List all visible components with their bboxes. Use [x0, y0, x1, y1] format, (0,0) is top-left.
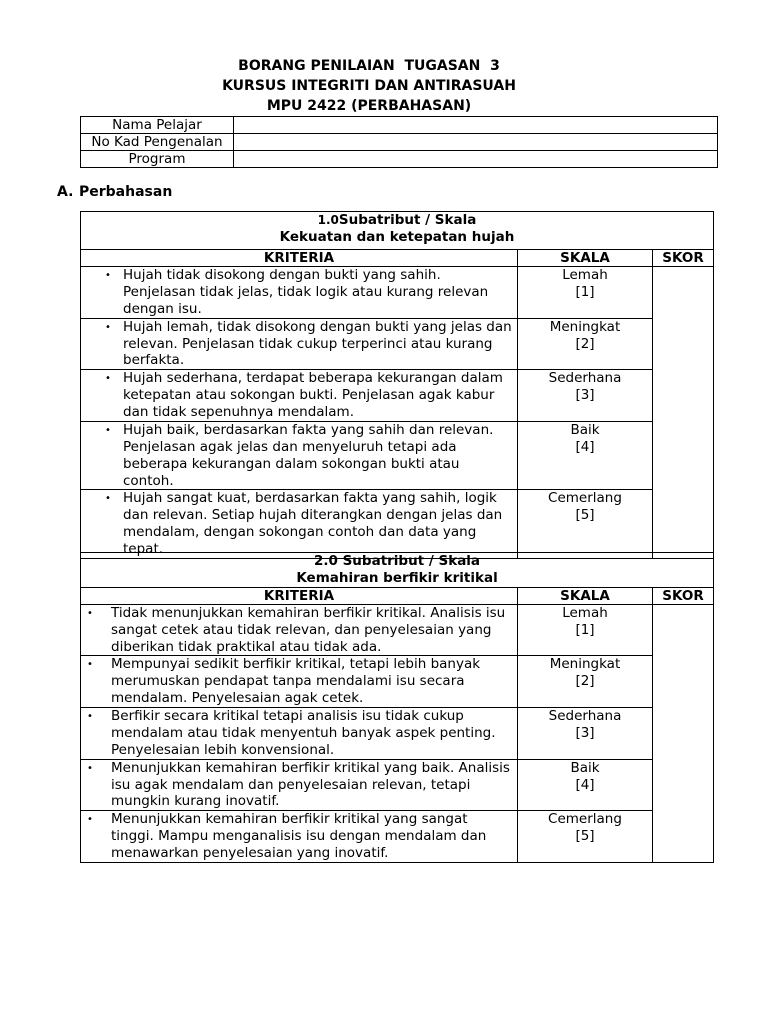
- rubric1-scale-1: [518, 267, 653, 319]
- rubric2-heading-text: 2.0 Subatribut / Skala: [313, 553, 481, 569]
- rubric2-scale-2: [518, 656, 653, 708]
- rubric2-col-kriteria: KRITERIA: [81, 587, 518, 604]
- rubric2-criterion-2: [81, 656, 518, 708]
- rubric1-row-1: [81, 267, 714, 319]
- rubric1-heading: [81, 212, 714, 250]
- scale-label: Lemah: [562, 267, 608, 283]
- criterion-text: Mempunyai sedikit berfikir kritikal, tetapi lebih banyak merumuskan pendapat tanpa mendalami isu secara mendalam. Penyelesaian agak cetek.: [111, 656, 481, 707]
- scale-number: [4]: [575, 438, 595, 455]
- rubric2-column-header: [81, 587, 714, 604]
- scale-label: Cemerlang: [548, 811, 622, 828]
- rubric1-heading-number: 1.0: [317, 213, 339, 227]
- title-line-3: MPU 2422 (PERBAHASAN): [266, 98, 472, 114]
- section-heading: [57, 184, 172, 202]
- rubric1-criterion-1: [81, 267, 518, 319]
- criterion-text: Hujah tidak disokong dengan bukti yang sahih. Penjelasan tidak jelas, tidak logik atau kurang relevan dengan isu.: [123, 267, 489, 317]
- criterion-text: Berfikir secara kritikal tetapi analisis isu tidak cukup mendalam atau tidak menyentuh banyak aspek penting. Penyelesaian lebih konvensional.: [111, 708, 496, 758]
- rubric1-col-skala: SKALA: [518, 250, 653, 267]
- scale-number: [1]: [575, 283, 595, 300]
- bullet-icon: •: [87, 814, 93, 826]
- rubric2-criterion-4: [81, 759, 518, 811]
- rubric1-col-kriteria: KRITERIA: [81, 250, 518, 267]
- rubric2-col-skor: SKOR: [653, 587, 714, 604]
- rubric1-score-cell[interactable]: [653, 267, 714, 559]
- rubric2-heading-row: [81, 553, 714, 588]
- info-row-program: [81, 151, 718, 168]
- rubric2-row-1: [81, 604, 714, 656]
- rubric1-criterion-2: [81, 318, 518, 370]
- criterion-text: Menunjukkan kemahiran berfikir kritikal yang sangat tinggi. Mampu menganalisis isu dengan mendalam dan menawarkan penyelesaian yang inovatif.: [111, 811, 487, 861]
- rubric2-row-5: [81, 811, 714, 863]
- info-label-name: Nama Pelajar: [81, 117, 234, 134]
- rubric1-heading-text: Subatribut / Skala: [338, 212, 477, 228]
- scale-label: Sederhana: [548, 370, 622, 387]
- rubric1-criterion-4: [81, 421, 518, 490]
- criterion-text: Menunjukkan kemahiran berfikir kritikal yang baik. Analisis isu agak mendalam dan penyelesaian relevan, tetapi mungkin kurang inovatif.: [111, 759, 510, 810]
- rubric2-scale-1: [518, 604, 653, 656]
- form-title: [0, 56, 768, 116]
- info-row-ic: [81, 134, 718, 151]
- bullet-icon: •: [87, 659, 93, 671]
- info-value-ic[interactable]: [234, 134, 718, 151]
- scale-number: [5]: [575, 507, 595, 524]
- rubric1-row-3: [81, 370, 714, 422]
- section-title: Perbahasan: [79, 184, 173, 200]
- rubric2-scale-5: [518, 811, 653, 863]
- rubric2-criterion-1: [81, 604, 518, 656]
- bullet-icon: •: [105, 424, 111, 436]
- scale-number: [2]: [575, 673, 595, 690]
- scale-label: Baik: [570, 421, 600, 438]
- rubric-table-1: [80, 211, 714, 559]
- student-info-table: [80, 116, 718, 168]
- bullet-icon: •: [105, 270, 111, 281]
- criterion-text: Hujah sederhana, terdapat beberapa kekurangan dalam ketepatan atau sokongan bukti. Penjelasan agak kabur dan tidak sepenuhnya mendalam.: [123, 370, 503, 420]
- rubric1-heading-row: [81, 212, 714, 250]
- info-row-name: [81, 117, 718, 134]
- title-line-2: KURSUS INTEGRITI DAN ANTIRASUAH: [222, 78, 516, 94]
- scale-label: Meningkat: [549, 656, 621, 673]
- rubric2-criterion-5: [81, 811, 518, 863]
- section-letter: A.: [57, 184, 74, 200]
- scale-number: [2]: [575, 335, 595, 352]
- criterion-text: Hujah sangat kuat, berdasarkan fakta yang sahih, logik dan relevan. Setiap hujah diterangkan dengan jelas dan mendalam, dengan sokongan contoh dan data yang tepat.: [123, 490, 503, 557]
- rubric1-scale-3: [518, 370, 653, 422]
- scale-label: Cemerlang: [548, 490, 622, 507]
- rubric2-heading: [81, 553, 714, 588]
- bullet-icon: •: [87, 762, 93, 774]
- rubric1-criterion-5: [81, 490, 518, 559]
- scale-number: [1]: [575, 621, 595, 638]
- rubric2-row-4: [81, 759, 714, 811]
- rubric2-row-2: [81, 656, 714, 708]
- rubric1-scale-5: [518, 490, 653, 559]
- scale-label: Meningkat: [549, 318, 621, 335]
- rubric1-criterion-3: [81, 370, 518, 422]
- rubric1-col-skor: SKOR: [653, 250, 714, 267]
- info-label-ic: No Kad Pengenalan: [81, 134, 234, 151]
- title-line-1: BORANG PENILAIAN TUGASAN 3: [238, 58, 500, 74]
- bullet-icon: •: [105, 493, 111, 505]
- info-label-program: Program: [81, 151, 234, 168]
- info-value-program[interactable]: [234, 151, 718, 168]
- scale-number: [3]: [575, 387, 595, 404]
- rubric2-criterion-3: [81, 708, 518, 760]
- bullet-icon: •: [105, 373, 111, 385]
- rubric2-heading-subtitle: Kemahiran berfikir kritikal: [296, 569, 498, 586]
- scale-number: [4]: [575, 776, 595, 793]
- criterion-text: Hujah baik, berdasarkan fakta yang sahih dan relevan. Penjelasan agak jelas dan menyeluruh tetapi ada beberapa kekurangan dalam sokongan bukti atau contoh.: [123, 421, 494, 489]
- rubric2-row-3: [81, 708, 714, 760]
- rubric2-scale-3: [518, 708, 653, 760]
- scale-label: Baik: [570, 759, 600, 776]
- rubric1-scale-2: [518, 318, 653, 370]
- rubric2-col-skala: SKALA: [518, 587, 653, 604]
- rubric1-row-4: [81, 421, 714, 490]
- bullet-icon: •: [87, 711, 93, 722]
- bullet-icon: •: [105, 321, 111, 333]
- rubric2-scale-4: [518, 759, 653, 811]
- rubric1-heading-subtitle: Kekuatan dan ketepatan hujah: [279, 228, 515, 245]
- rubric1-scale-4: [518, 421, 653, 490]
- criterion-text: Hujah lemah, tidak disokong dengan bukti yang jelas dan relevan. Penjelasan tidak cukup terperinci atau kurang berfakta.: [123, 318, 512, 369]
- scale-label: Lemah: [562, 604, 608, 621]
- rubric2-score-cell[interactable]: [653, 604, 714, 862]
- info-value-name[interactable]: [234, 117, 718, 134]
- scale-number: [5]: [575, 828, 595, 845]
- rubric1-column-header: [81, 250, 714, 267]
- rubric1-row-2: [81, 318, 714, 370]
- scale-label: Sederhana: [548, 708, 622, 724]
- criterion-text: Tidak menunjukkan kemahiran berfikir kritikal. Analisis isu sangat cetek atau tidak relevan, dan penyelesaian yang diberikan tidak praktikal atau tidak ada.: [111, 604, 506, 655]
- rubric-table-2: [80, 552, 714, 863]
- scale-number: [3]: [575, 724, 595, 741]
- rubric1-row-5: [81, 490, 714, 559]
- bullet-icon: •: [87, 607, 93, 619]
